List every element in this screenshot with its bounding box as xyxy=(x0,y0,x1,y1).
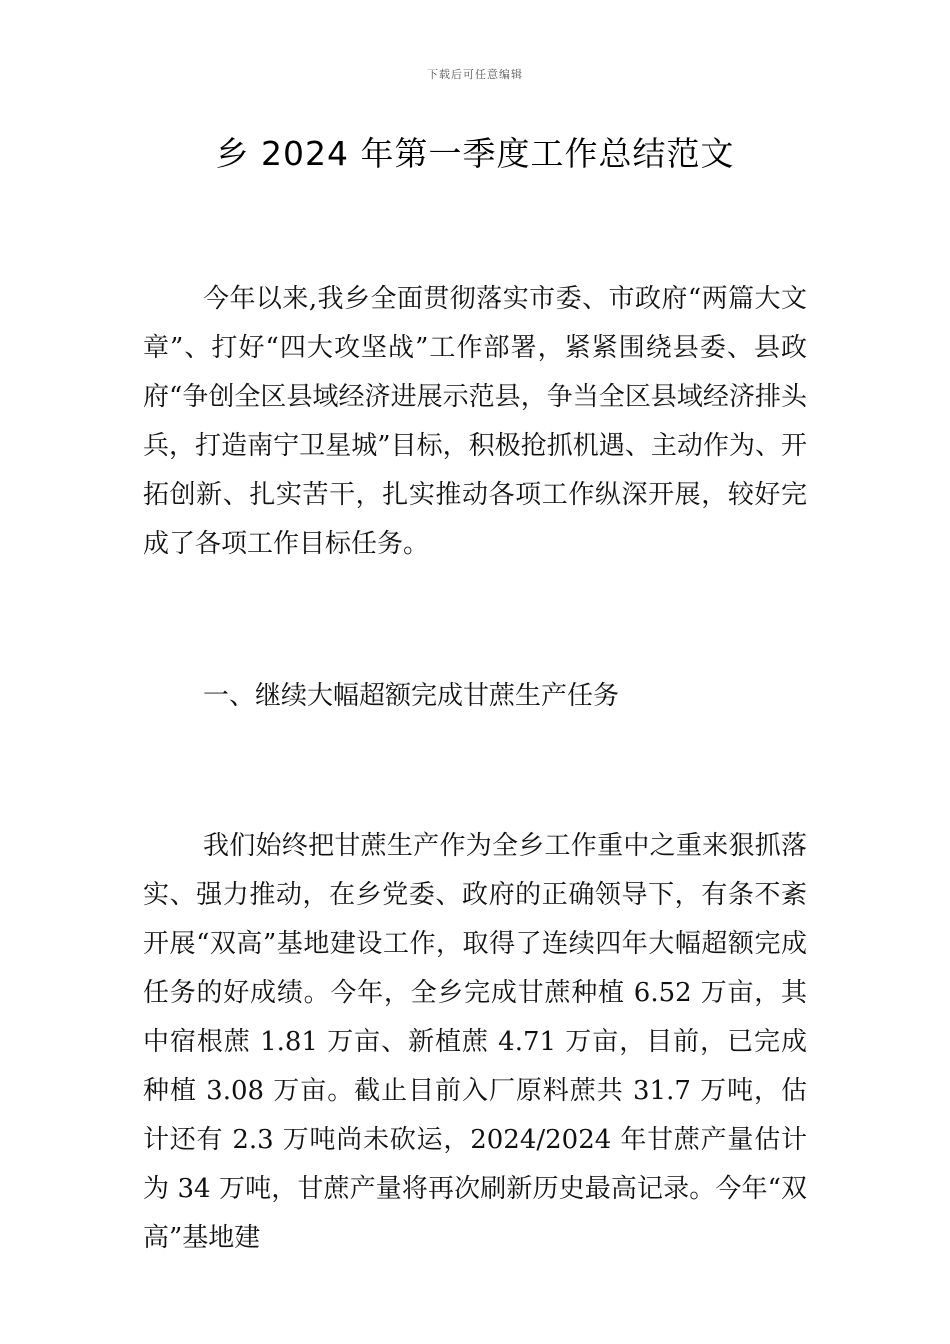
document-title: 乡 2024 年第一季度工作总结范文 xyxy=(215,134,735,173)
header-note: 下载后可任意编辑 xyxy=(427,68,523,81)
body-paragraph: 我们始终把甘蔗生产作为全乡工作重中之重来狠抓落实、强力推动，在乡党委、政府的正确领导下，有条不紊开展“双高”基地建设工作，取得了连续四年大幅超额完成任务的好成绩。今年，全乡完成甘蔗种植 6.52 万亩，其中宿根蔗 1.81 万亩、新植蔗 4.71 万亩，目前，已完成种植 3.08 万亩。截止目前入厂原料蔗共 31.7 万吨，估计还有 2.3 万吨尚未砍运，2024/2024 年甘蔗产量估计为 34 万吨，甘蔗产量将再次刷新历史最高记录。今年“双高”基地建 xyxy=(143,831,807,1253)
intro-paragraph: 今年以来,我乡全面贯彻落实市委、市政府“两篇大文章”、打好“四大攻坚战”工作部署，紧紧围绕县委、县政府“争创全区县域经济进展示范县，争当全区县域经济排头兵，打造南宁卫星城”目标，积极抢抓机遇、主动作为、开拓创新、扎实苦干，扎实推动各项工作纵深开展，较好完成了各项工作目标任务。 xyxy=(143,284,807,559)
section-heading: 一、继续大幅超额完成甘蔗生产任务 xyxy=(203,681,620,711)
